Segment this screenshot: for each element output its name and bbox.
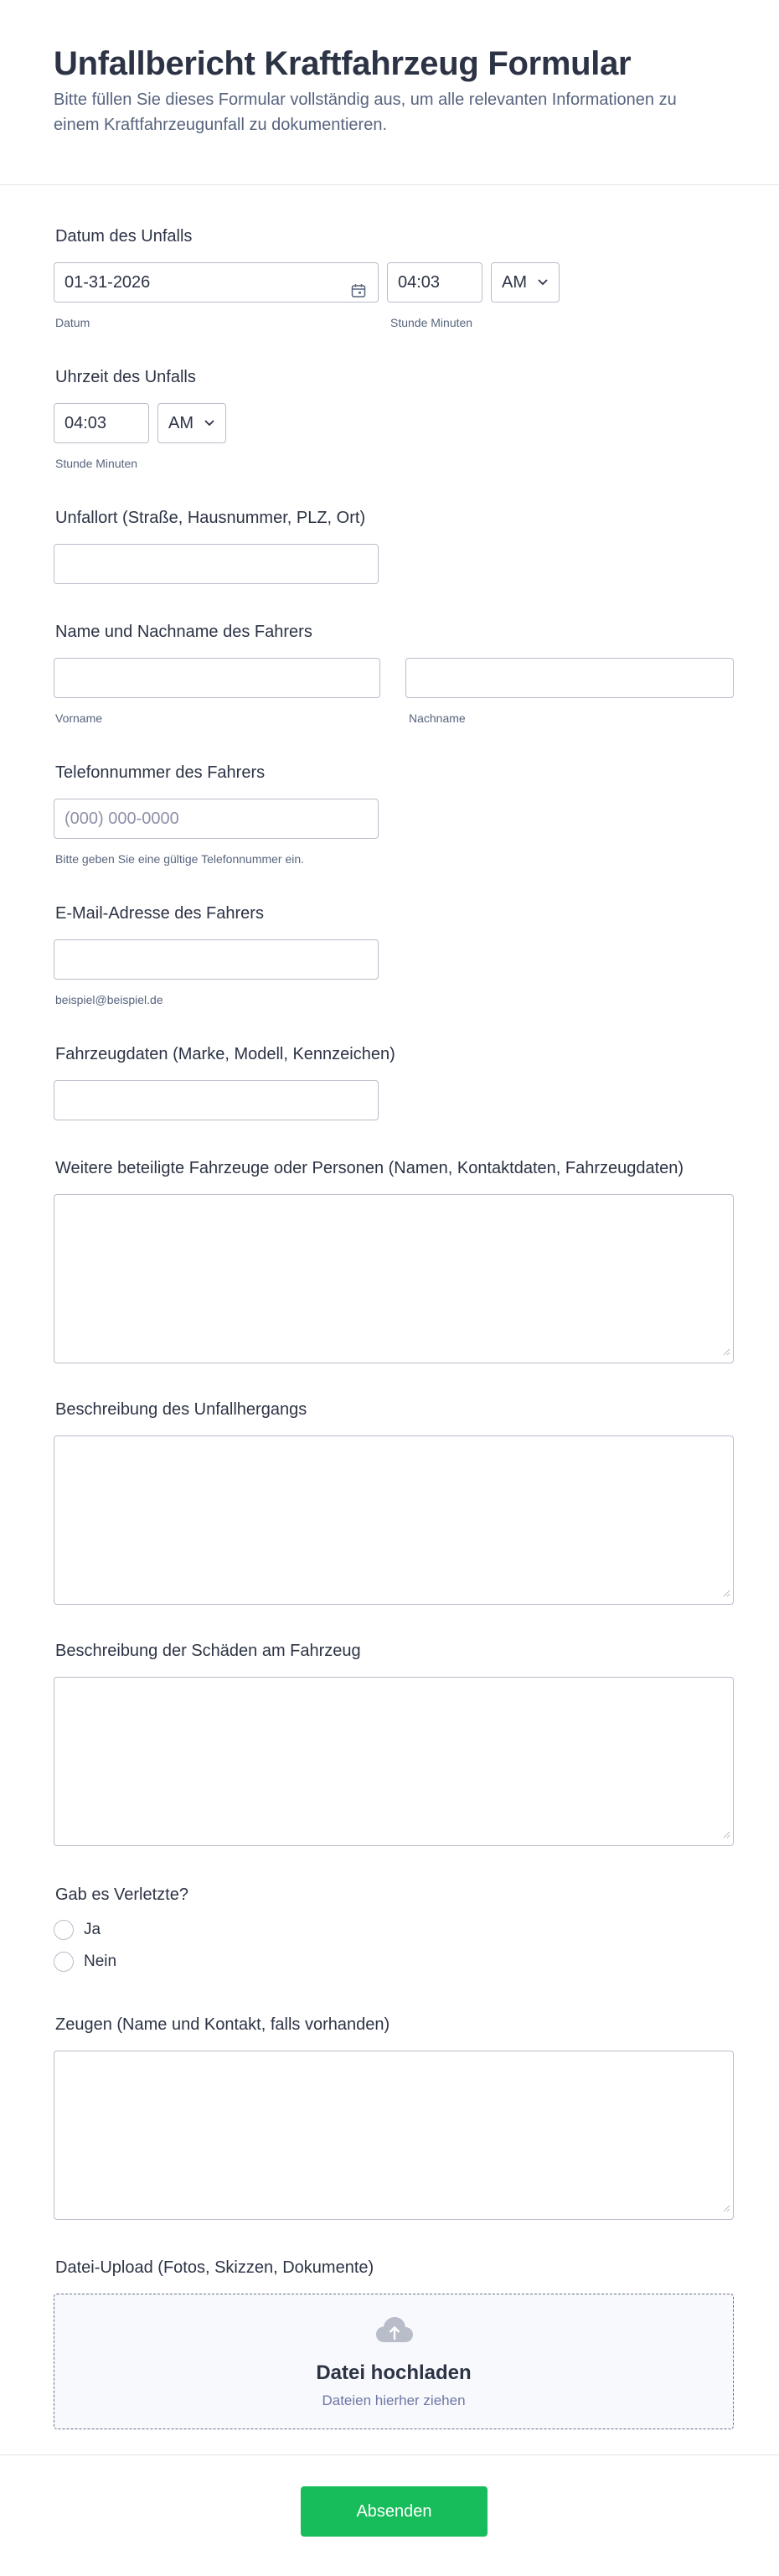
email-label: E-Mail-Adresse des Fahrers (55, 904, 264, 923)
email-input[interactable] (54, 939, 379, 980)
witness-label: Zeugen (Name und Kontakt, falls vorhanden) (55, 2015, 390, 2034)
others-label: Weitere beteiligte Fahrzeuge oder Personen (Namen, Kontaktdaten, Fahrzeugdaten) (55, 1159, 684, 1177)
date-label: Datum des Unfalls (55, 227, 193, 246)
date-time-value: 04:03 (398, 273, 441, 292)
chevron-down-icon (537, 263, 549, 316)
last-name-input[interactable] (405, 658, 734, 698)
injuries-option-label: Ja (84, 1921, 101, 1938)
date-ampm-value: AM (502, 273, 527, 292)
name-field (54, 622, 312, 642)
witness-field (54, 2015, 390, 2035)
phone-placeholder: (000) 000-0000 (64, 810, 179, 828)
form-footer (0, 2454, 779, 2576)
time-ampm-value: AM (168, 414, 193, 432)
date-value: 01-31-2026 (64, 273, 151, 292)
chevron-down-icon (204, 404, 215, 457)
phone-input[interactable] (54, 799, 379, 839)
injuries-label: Gab es Verletzte? (55, 1885, 188, 1904)
witness-textarea[interactable] (54, 2051, 734, 2220)
phone-label: Telefonnummer des Fahrers (55, 763, 266, 782)
injuries-option-yes[interactable] (54, 1920, 101, 1940)
injuries-option-no[interactable] (54, 1952, 116, 1972)
last-name-sublabel: Nachname (409, 711, 466, 725)
date-sublabel: Datum (55, 316, 90, 329)
description-field (54, 1399, 307, 1420)
resize-handle-icon[interactable] (722, 2201, 730, 2216)
others-field (54, 1158, 684, 1178)
vehicle-label: Fahrzeugdaten (Marke, Modell, Kennzeichen) (55, 1045, 395, 1063)
resize-handle-icon[interactable] (722, 1345, 730, 1360)
resize-handle-icon[interactable] (722, 1586, 730, 1601)
time-label: Uhrzeit des Unfalls (55, 368, 196, 386)
time-input[interactable] (54, 403, 149, 443)
upload-label: Datei-Upload (Fotos, Skizzen, Dokumente) (55, 2258, 374, 2277)
description-textarea[interactable] (54, 1435, 734, 1605)
injuries-option-label: Nein (84, 1953, 117, 1970)
name-label: Name und Nachname des Fahrers (55, 623, 312, 641)
time-value: 04:03 (64, 414, 107, 432)
page-subtitle: Bitte füllen Sie dieses Formular vollständig aus, um alle relevanten Informationen zu einem Kraftfahrzeugunfall zu dokumentieren. (54, 91, 677, 134)
resize-handle-icon[interactable] (722, 1828, 730, 1843)
first-name-sublabel: Vorname (55, 711, 103, 725)
location-label: Unfallort (Straße, Hausnummer, PLZ, Ort) (55, 509, 366, 527)
phone-sublabel: Bitte geben Sie eine gültige Telefonnummer ein. (55, 852, 305, 866)
file-upload-dropzone[interactable] (54, 2294, 734, 2429)
radio-button[interactable] (54, 1952, 74, 1972)
date-ampm-select[interactable] (491, 262, 560, 303)
upload-title: Datei hochladen (316, 2361, 472, 2384)
upload-field (54, 2258, 374, 2278)
vehicle-field (54, 1044, 395, 1064)
damage-field (54, 1641, 361, 1661)
email-sublabel: beispiel@beispiel.de (55, 993, 163, 1006)
form-header (0, 0, 779, 185)
damage-textarea[interactable] (54, 1677, 734, 1846)
damage-label: Beschreibung der Schäden am Fahrzeug (55, 1642, 361, 1660)
vehicle-input[interactable] (54, 1080, 379, 1120)
date-field (54, 226, 192, 246)
radio-button[interactable] (54, 1920, 74, 1940)
cloud-upload-icon (374, 2315, 415, 2345)
page-title: Unfallbericht Kraftfahrzeug Formular (54, 45, 632, 82)
date-input[interactable] (54, 262, 379, 303)
time-field (54, 367, 196, 387)
email-field (54, 903, 264, 923)
date-time-input[interactable] (387, 262, 482, 303)
submit-button[interactable]: Absenden (301, 2486, 488, 2537)
date-time-sublabel: Stunde Minuten (390, 316, 473, 329)
time-sublabel: Stunde Minuten (55, 457, 138, 470)
injuries-field (54, 1885, 188, 1905)
calendar-icon[interactable] (351, 274, 366, 289)
description-label: Beschreibung des Unfallhergangs (55, 1400, 307, 1419)
others-textarea[interactable] (54, 1194, 734, 1363)
upload-subtitle: Dateien hierher ziehen (322, 2392, 466, 2408)
phone-field (54, 763, 265, 783)
first-name-input[interactable] (54, 658, 380, 698)
location-field (54, 508, 365, 528)
location-input[interactable] (54, 544, 379, 584)
time-ampm-select[interactable] (157, 403, 226, 443)
